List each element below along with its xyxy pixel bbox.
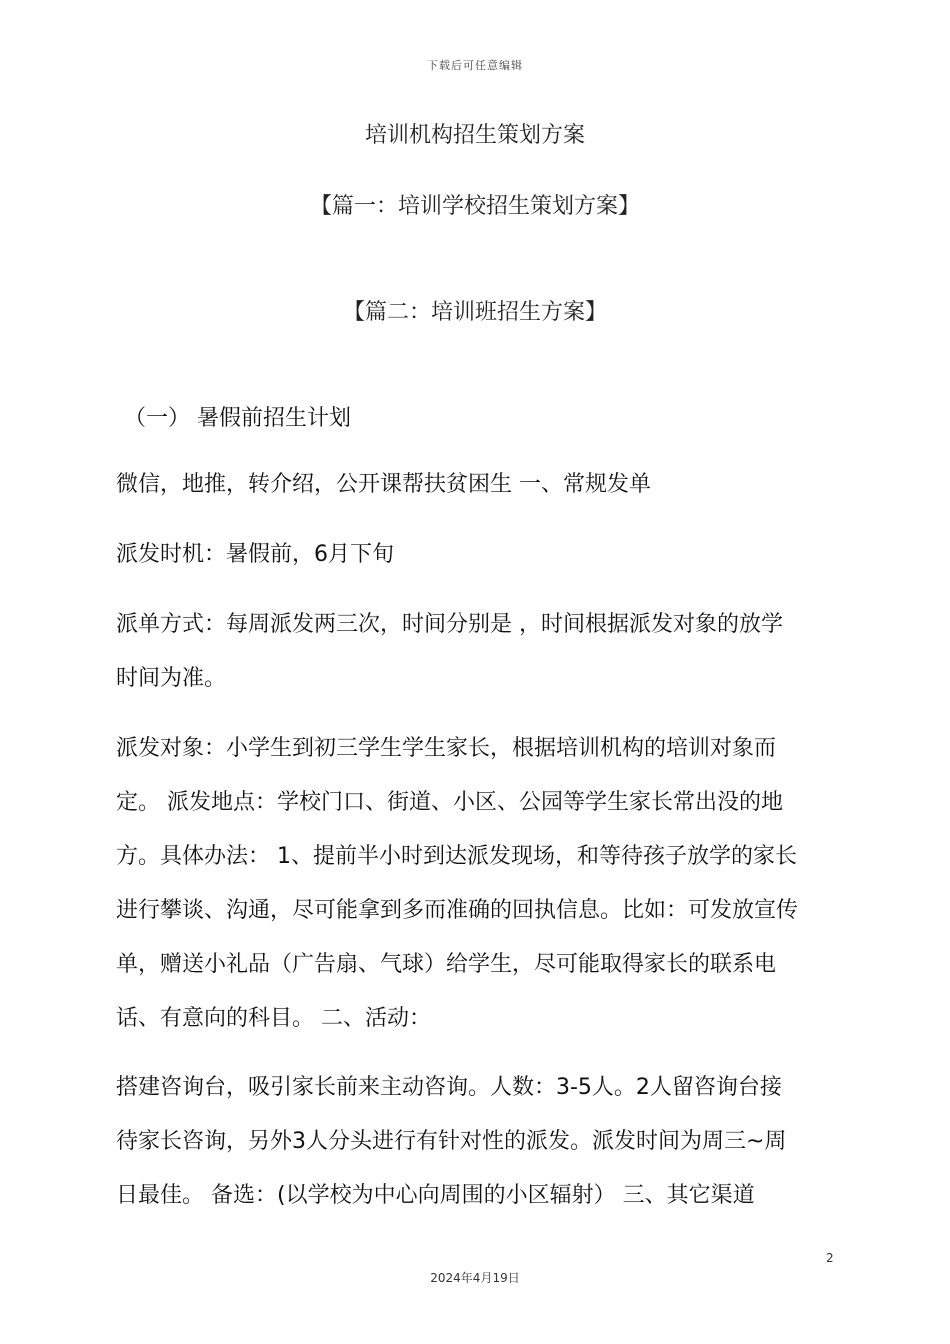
- body-line: 定。 派发地点：学校门口、街道、小区、公园等学生家长常出没的地: [116, 790, 783, 815]
- document-title: 培训机构招生策划方案: [364, 123, 585, 148]
- body-line: 时间为准。: [116, 666, 227, 691]
- body-line: 进行攀谈、沟通，尽可能拿到多而准确的回执信息。比如：可发放宣传: [116, 898, 799, 923]
- body-line: 单，赠送小礼品（广告扇、气球）给学生，尽可能取得家长的联系电: [116, 952, 777, 977]
- body-line: 派单方式：每周派发两三次，时间分别是 ，时间根据派发对象的放学: [116, 612, 783, 637]
- body-line: 日最佳。 备选：(以学校为中心向周围的小区辐射） 三、其它渠道: [116, 1183, 755, 1208]
- subheading: （一） 暑假前招生计划: [124, 406, 351, 431]
- page-header-note: 下载后可任意编辑: [427, 59, 523, 72]
- section-heading-one: 【篇一：培训学校招生策划方案】: [309, 194, 640, 219]
- body-line: 方。具体办法： 1、提前半小时到达派发现场，和等待孩子放学的家长: [116, 844, 797, 869]
- body-line: 待家长咨询，另外3人分头进行有针对性的派发。派发时间为周三~周: [116, 1129, 787, 1154]
- body-line: 话、有意向的科目。 二、活动：: [116, 1006, 431, 1031]
- body-line: 微信，地推，转介绍，公开课帮扶贫困生 一、常规发单: [116, 472, 651, 497]
- section-heading-two: 【篇二：培训班招生方案】: [342, 300, 607, 325]
- body-line: 搭建咨询台，吸引家长前来主动咨询。人数：3-5人。2人留咨询台接: [116, 1075, 782, 1100]
- body-line: 派发时机：暑假前，6月下旬: [116, 542, 394, 567]
- footer-date: 2024年4月19日: [430, 1271, 520, 1285]
- body-line: 派发对象：小学生到初三学生学生家长，根据培训机构的培训对象而: [116, 736, 777, 761]
- page-number: 2: [826, 1251, 834, 1265]
